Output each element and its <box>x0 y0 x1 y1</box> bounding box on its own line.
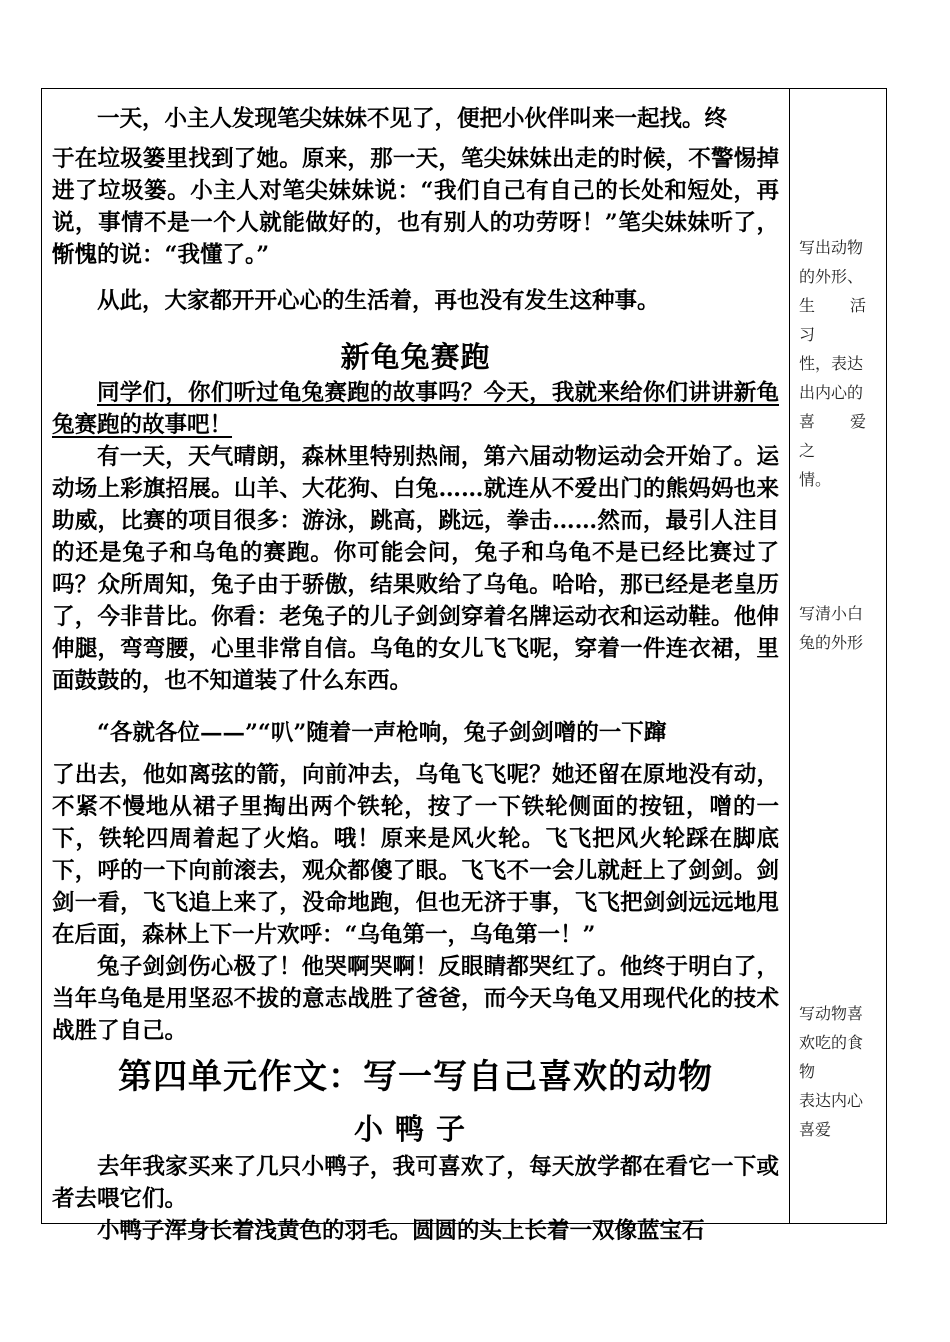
margin-note-1-line: 的外形、 <box>799 267 864 286</box>
margin-note-3-line: 表达内心 <box>799 1091 864 1110</box>
story-title: 新龟兔赛跑 <box>340 340 491 374</box>
margin-note-3-line: 欢吃的食 <box>799 1033 864 1052</box>
paragraph-4-line-1: “各就各位——”“叭”随着一声枪响，兔子剑剑噌的一下蹿 <box>97 720 667 746</box>
margin-note-3-line: 喜爱 <box>799 1120 832 1139</box>
paragraph-7: 小鸭子浑身长着浅黄色的羽毛。圆圆的头上长着一双像蓝宝石 <box>97 1218 705 1244</box>
paragraph-3: 有一天，天气晴朗，森林里特别热闹，第六届动物运动会开始了。运动场上彩旗招展。山羊、大花狗、白兔……就连从不爱出门的熊妈妈也来助威，比赛的项目很多：游泳，跳高，跳远，拳击……然而，最引人注目的还是兔子和乌龟的赛跑。你可能会问，兔子和乌龟不是已经比赛过了吗？众所周知，兔子由于骄傲，结果败给了乌龟。哈哈，那已经是老皇历了，今非昔比。你看：老兔子的儿子剑剑穿着名牌运动衣和运动鞋。他伸伸腿，弯弯腰，心里非常自信。乌龟的女儿飞飞呢，穿着一件连衣裙，里面鼓鼓的，也不知道装了什么东西。 <box>52 444 779 694</box>
paragraph-5: 兔子剑剑伤心极了！他哭啊哭啊！反眼睛都哭红了。他终于明白了，当年乌龟是用坚忍不拔的意志战胜了爸爸，而今天乌龟又用现代化的技术战胜了自己。 <box>52 954 779 1044</box>
margin-note-1 <box>799 233 879 494</box>
margin-note-3-line: 写动物喜 <box>799 1004 864 1023</box>
margin-note-1-line: 出内心的 <box>799 383 864 402</box>
paragraph-1-rest: 于在垃圾篓里找到了她。原来，那一天，笔尖妹妹出走的时候，不警惕掉进了垃圾篓。小主人对笔尖妹妹说：“我们自己有自己的长处和短处，再说，事情不是一个人就能做好的，也有别人的功劳呀！”笔尖妹妹听了，惭愧的说：“我懂了。” <box>52 146 779 268</box>
margin-note-1-line: 写出动物 <box>799 238 864 257</box>
margin-note-2-line: 写清小白 <box>799 604 864 623</box>
paragraph-6: 去年我家买来了几只小鸭子，我可喜欢了，每天放学都在看它一下或者去喂它们。 <box>52 1154 779 1212</box>
margin-note-2 <box>799 599 879 657</box>
paragraph-1-line-1: 一天，小主人发现笔尖妹妹不见了，便把小伙伴叫来一起找。终 <box>97 106 728 132</box>
paragraph-4-rest: 了出去，他如离弦的箭，向前冲去，乌龟飞飞呢？她还留在原地没有动，不紧不慢地从裙子里掏出两个铁轮，按了一下铁轮侧面的按钮，噌的一下，铁轮四周着起了火焰。哦！原来是风火轮。飞飞把风火轮踩在脚底下，呼的一下向前滚去，观众都傻了眼。飞飞不一会儿就赶上了剑剑。剑剑一看，飞飞追上来了，没命地跑，但也无济于事，飞飞把剑剑远远地甩在后面，森林上下一片欢呼：“乌龟第一，乌龟第一！” <box>52 762 779 948</box>
unit-heading: 第四单元作文：写一写自己喜欢的动物 <box>118 1057 713 1097</box>
margin-note-1-line: 喜爱之 <box>799 412 879 460</box>
margin-note-3 <box>799 999 879 1144</box>
story-intro: 同学们，你们听过龟兔赛跑的故事吗？今天，我就来给你们讲讲新龟兔赛跑的故事吧！ <box>52 380 779 438</box>
margin-note-1-line: 性，表达 <box>799 354 864 373</box>
margin-note-3-line: 物 <box>799 1062 816 1081</box>
margin-note-1-line: 情。 <box>799 470 832 489</box>
document-table <box>41 88 887 1244</box>
main-text-column <box>52 103 779 1247</box>
margin-note-1-line: 生活习 <box>799 296 879 344</box>
essay-title: 小鸭子 <box>353 1112 477 1146</box>
paragraph-2: 从此，大家都开开心心的生活着，再也没有发生这种事。 <box>97 288 660 314</box>
margin-note-2-line: 兔的外形 <box>799 633 864 652</box>
column-divider <box>789 89 790 1223</box>
